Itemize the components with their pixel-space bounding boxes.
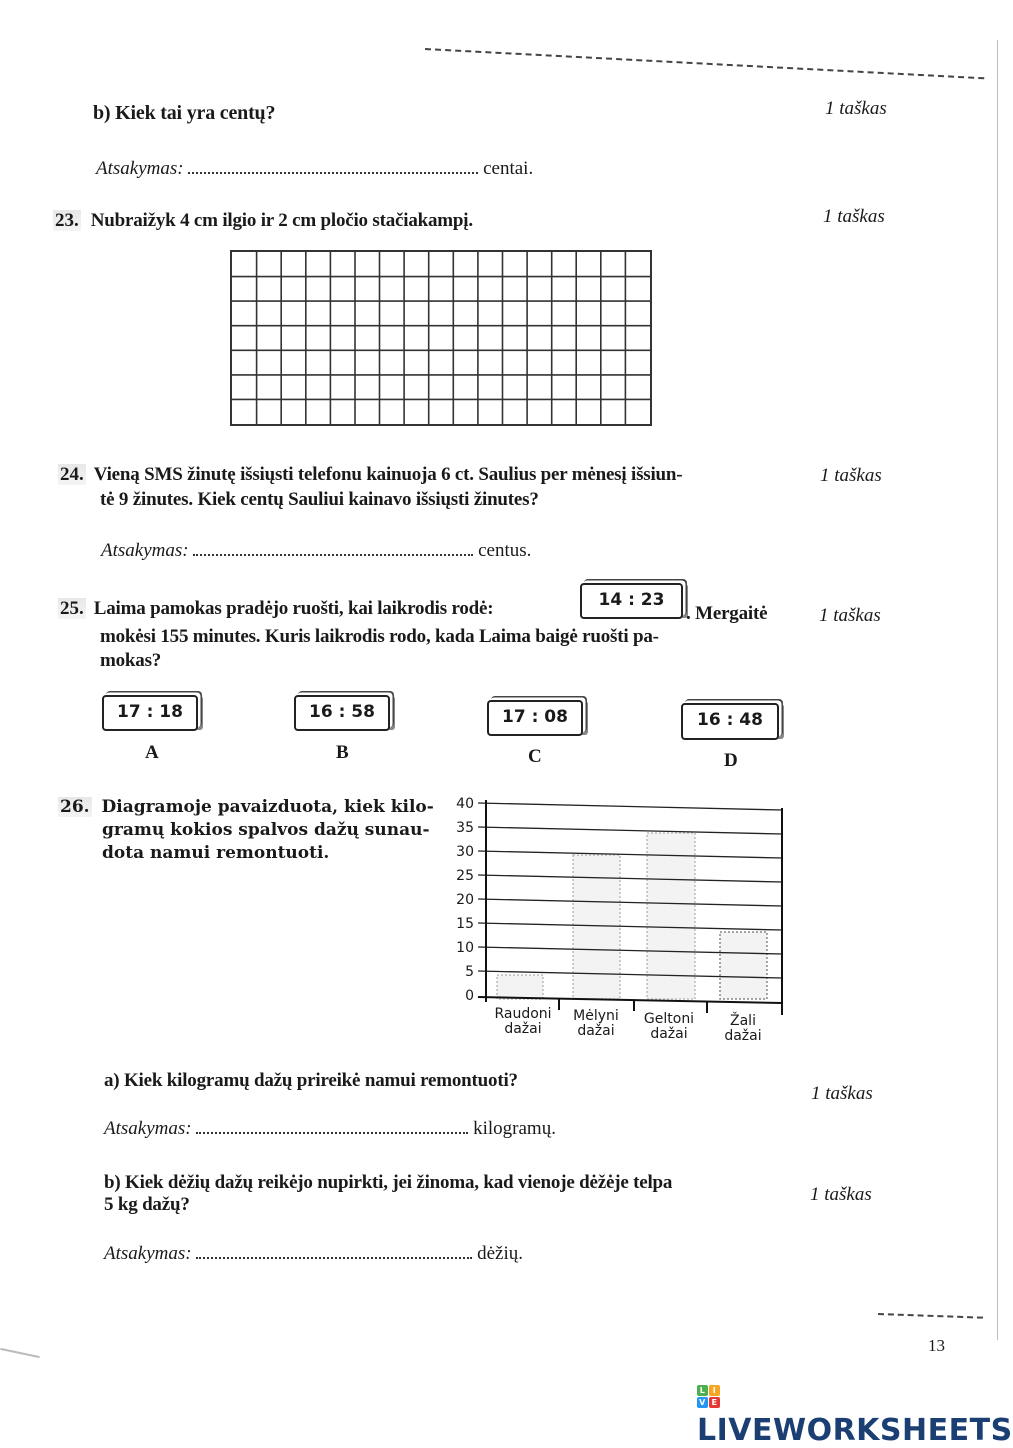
answer-label: Atsakymas: (104, 1118, 192, 1139)
q26b-line1: b) Kiek dėžių dažų reikėjo nupirkti, jei žinoma, kad vienoje dėžėje telpa (104, 1172, 673, 1193)
bar-melyni (573, 855, 620, 999)
answer-unit: centus. (478, 540, 532, 561)
start-clock (580, 583, 683, 619)
answer-blank[interactable] (193, 542, 473, 556)
q23-points: 1 taškas (823, 206, 885, 227)
x-label-line: dažai (577, 1023, 615, 1039)
answer-blank[interactable] (188, 160, 478, 174)
q24-line1: Vieną SMS žinutę išsiųsti telefonu kainuoja 6 ct. Saulius per mėnesį išsiun- (93, 464, 683, 485)
q26a-answer-line[interactable] (104, 1118, 556, 1140)
q22b-answer-line[interactable] (96, 158, 533, 180)
question-number: 26. (60, 797, 90, 817)
q26-line3: dota namui remontuoti. (102, 843, 330, 863)
q24-block (58, 464, 798, 511)
start-clock-time: 14 : 23 (598, 590, 665, 610)
answer-label: Atsakymas: (104, 1243, 192, 1264)
page-number: 13 (928, 1336, 945, 1355)
q26b-points: 1 taškas (810, 1184, 872, 1205)
q26b-line2: 5 kg dažų? (104, 1194, 190, 1215)
x-label-melyni (561, 1009, 631, 1039)
top-dashed-line (425, 48, 984, 79)
q26-line1: Diagramoje pavaizduota, kiek kilo- (101, 797, 434, 817)
question-number: 24. (60, 464, 84, 485)
x-label-line: dažai (504, 1021, 542, 1037)
choice-b-letter[interactable]: B (336, 742, 349, 763)
x-label-line: Raudoni (494, 1006, 552, 1022)
bar-raudoni (497, 975, 543, 999)
q26-line2: gramų kokios spalvos dažų sunau- (102, 820, 430, 840)
q22b-question: b) Kiek tai yra centų? (93, 102, 276, 124)
answer-unit: centai. (483, 158, 534, 179)
bottom-dashed-line (878, 1313, 983, 1319)
drawing-grid[interactable] (230, 250, 652, 426)
y-tick: 10 (456, 940, 474, 956)
x-label-geltoni (634, 1012, 704, 1042)
left-corner-smudge (0, 1348, 40, 1358)
q22b-points: 1 taškas (825, 98, 887, 119)
grid-lines (232, 252, 650, 424)
x-label-raudoni (488, 1007, 558, 1037)
clock-time: 16 : 58 (309, 702, 375, 722)
choice-b-clock[interactable] (294, 695, 390, 731)
bar-geltoni (647, 833, 695, 999)
answer-unit: dėžių. (477, 1243, 523, 1264)
q26-intro (58, 796, 434, 865)
paint-bar-chart (440, 790, 800, 1055)
y-tick: 15 (456, 916, 474, 932)
clock-time: 16 : 48 (697, 710, 763, 730)
q23-question: Nubraižyk 4 cm ilgio ir 2 cm pločio stačiakampį. (90, 210, 473, 231)
choice-a-clock[interactable] (102, 695, 198, 731)
q26b-answer-line[interactable] (104, 1243, 523, 1265)
q25-line1 (58, 598, 493, 620)
q25-points: 1 taškas (819, 605, 881, 626)
q24-line2: tė 9 žinutes. Kiek centų Sauliui kainavo išsiųsti žinutes? (100, 489, 539, 510)
logo-letter: V (697, 1397, 708, 1408)
question-number: 23. (55, 210, 79, 231)
answer-label: Atsakymas: (101, 540, 189, 561)
logo-letter: E (709, 1397, 720, 1408)
choice-c-clock[interactable] (487, 700, 583, 736)
answer-unit: kilogramų. (473, 1118, 556, 1139)
q26a-question: a) Kiek kilogramų dažų prireikė namui remontuoti? (104, 1070, 518, 1091)
q25-text-a: Laima pamokas pradėjo ruošti, kai laikrodis rodė: (93, 598, 494, 619)
y-tick: 25 (456, 868, 474, 884)
answer-blank[interactable] (196, 1245, 472, 1259)
logo-mark-icon (697, 1385, 720, 1408)
choice-a-letter[interactable]: A (145, 742, 159, 763)
x-label-line: dažai (724, 1028, 762, 1044)
y-tick: 20 (456, 892, 474, 908)
y-tick: 5 (465, 964, 474, 980)
chart-plot (440, 790, 800, 1020)
logo-text: LIVEWORKSHEETS (697, 1413, 1013, 1448)
logo-letter: I (709, 1385, 720, 1396)
x-label-line: Mėlyni (573, 1008, 619, 1024)
clock-time: 17 : 08 (502, 707, 568, 727)
q26a-points: 1 taškas (811, 1083, 873, 1104)
y-tick: 0 (465, 988, 474, 1004)
choice-c-letter[interactable]: C (528, 746, 542, 767)
right-page-edge (997, 40, 998, 1340)
choice-d-clock[interactable] (681, 703, 779, 740)
y-tick: 40 (456, 796, 474, 812)
x-label-zali (708, 1014, 778, 1044)
q25-text-b: . Mergaitė (686, 603, 768, 624)
q24-answer-line[interactable] (101, 540, 531, 562)
logo-letter: L (697, 1385, 708, 1396)
q24-points: 1 taškas (820, 465, 882, 486)
q25-line3: mokas? (100, 650, 162, 671)
answer-label: Atsakymas: (96, 158, 184, 179)
bar-zali (720, 932, 767, 999)
answer-blank[interactable] (196, 1120, 468, 1134)
choice-d-letter[interactable]: D (724, 750, 738, 771)
x-label-line: dažai (650, 1026, 688, 1042)
liveworksheets-logo[interactable] (697, 1378, 1013, 1448)
q23-header (53, 210, 473, 232)
y-tick: 35 (456, 820, 474, 836)
y-tick: 30 (456, 844, 474, 860)
x-label-line: Žali (730, 1013, 756, 1029)
clock-time: 17 : 18 (117, 702, 183, 722)
x-label-line: Geltoni (643, 1011, 695, 1027)
question-number: 25. (60, 598, 84, 619)
q25-line2: mokėsi 155 minutes. Kuris laikrodis rodo, kada Laima baigė ruošti pa- (100, 626, 659, 647)
